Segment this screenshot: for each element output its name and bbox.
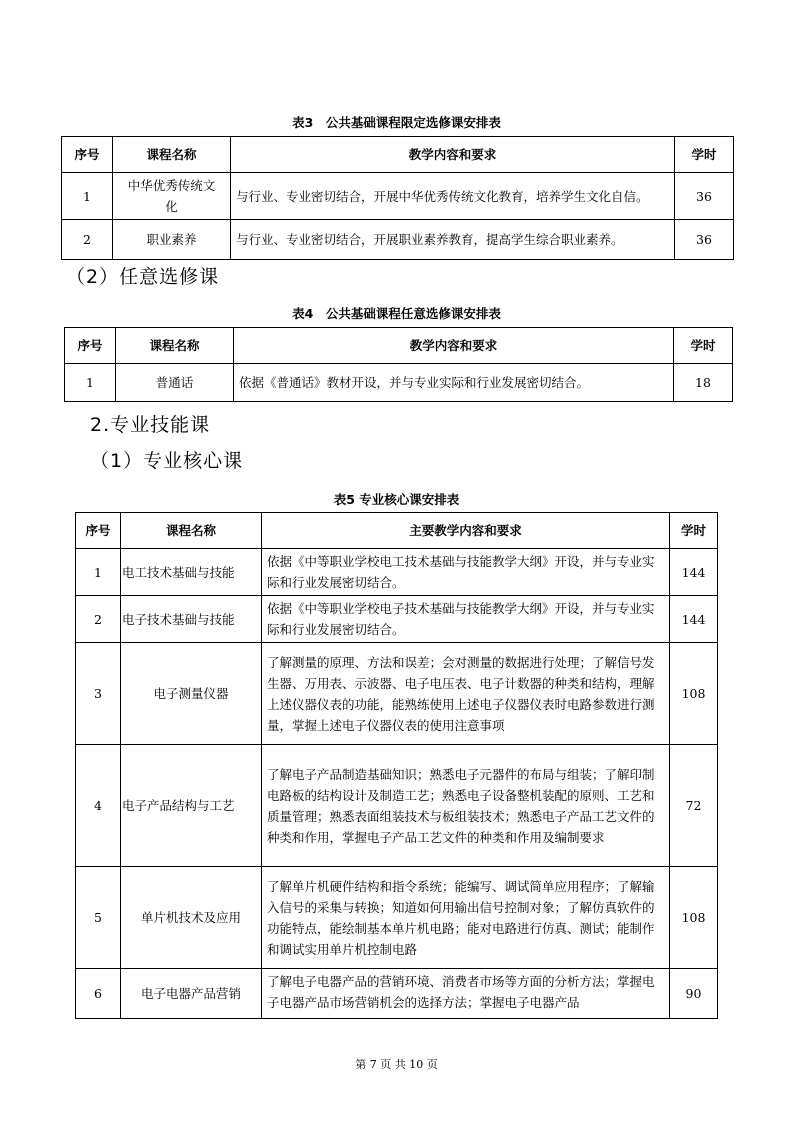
row-content: 依据《普通话》教材开设，并与专业实际和行业发展密切结合。: [234, 364, 674, 402]
row-hours: 18: [674, 364, 733, 402]
header-content: 主要教学内容和要求: [262, 513, 670, 549]
table-row: [76, 549, 718, 596]
table4-header-row: [65, 328, 733, 364]
row-content: 了解单片机硬件结构和指令系统；能编写、调试简单应用程序；了解输入信号的采集与转换；知道如何用输出信号控制对象；了解仿真软件的功能特点，能绘制基本单片机电路；能对电路进行仿真、测试；能制作和调试实用单片机控制电路: [262, 867, 670, 969]
table-row: [76, 596, 718, 643]
table-row: [76, 745, 718, 867]
section-heading-skill: 2.专业技能课: [90, 414, 211, 436]
row-content: 了解电子电器产品的营销环境、消费者市场等方面的分析方法；掌握电子电器产品市场营销机会的选择方法；掌握电子电器产品: [262, 969, 670, 1019]
header-content: 教学内容和要求: [234, 328, 674, 364]
row-no: 2: [62, 220, 113, 260]
table4: [64, 327, 733, 402]
row-name: 电子测量仪器: [121, 643, 262, 745]
header-name: 课程名称: [113, 137, 231, 173]
table5: [75, 512, 718, 1019]
section-heading-elective: （2）任意选修课: [66, 266, 220, 288]
table-row: [76, 867, 718, 969]
table3-caption: 表3 公共基础课程限定选修课安排表: [292, 115, 501, 130]
row-no: 1: [65, 364, 116, 402]
row-hours: 108: [670, 643, 718, 745]
row-hours: 90: [670, 969, 718, 1019]
row-hours: 108: [670, 867, 718, 969]
row-no: 5: [76, 867, 121, 969]
row-hours: 36: [675, 173, 734, 220]
table-row: [76, 969, 718, 1019]
row-hours: 72: [670, 745, 718, 867]
header-no: 序号: [65, 328, 116, 364]
row-name: 普通话: [116, 364, 234, 402]
row-no: 6: [76, 969, 121, 1019]
header-name: 课程名称: [116, 328, 234, 364]
row-content: 与行业、专业密切结合，开展职业素养教育，提高学生综合职业素养。: [231, 220, 675, 260]
row-hours: 36: [675, 220, 734, 260]
row-name: 单片机技术及应用: [121, 867, 262, 969]
row-no: 1: [62, 173, 113, 220]
row-name: 电子产品结构与工艺: [121, 745, 262, 867]
row-name: 电工技术基础与技能: [121, 549, 262, 596]
row-name: 中华优秀传统文化: [113, 173, 231, 220]
page-footer: 第 7 页 共 10 页: [355, 1058, 438, 1071]
row-content: 依据《中等职业学校电工技术基础与技能教学大纲》开设，并与专业实际和行业发展密切结合。: [262, 549, 670, 596]
header-no: 序号: [62, 137, 113, 173]
header-no: 序号: [76, 513, 121, 549]
row-content: 依据《中等职业学校电子技术基础与技能教学大纲》开设，并与专业实际和行业发展密切结合。: [262, 596, 670, 643]
row-no: 2: [76, 596, 121, 643]
row-content: 了解测量的原理、方法和误差；会对测量的数据进行处理；了解信号发生器、万用表、示波器、电子电压表、电子计数器的种类和结构，理解上述仪器仪表的功能，能熟练使用上述电子仪器仪表时电路参数进行测量，掌握上述电子仪器仪表的使用注意事项: [262, 643, 670, 745]
table-row: [65, 364, 733, 402]
table-row: [62, 220, 734, 260]
table3-header-row: [62, 137, 734, 173]
row-content: 了解电子产品制造基础知识；熟悉电子元器件的布局与组装；了解印制电路板的结构设计及制造工艺；熟悉电子设备整机装配的原则、工艺和质量管理；熟悉表面组装技术与板组装技术；熟悉电子产品工艺文件的种类和作用，掌握电子产品工艺文件的种类和作用及编制要求: [262, 745, 670, 867]
table3: [61, 136, 734, 260]
header-name: 课程名称: [121, 513, 262, 549]
row-no: 1: [76, 549, 121, 596]
header-content: 教学内容和要求: [231, 137, 675, 173]
row-name: 电子电器产品营销: [121, 969, 262, 1019]
section-heading-core: （1）专业核心课: [90, 450, 244, 472]
row-hours: 144: [670, 549, 718, 596]
table-row: [62, 173, 734, 220]
row-name: 职业素养: [113, 220, 231, 260]
row-no: 3: [76, 643, 121, 745]
table-row: [76, 643, 718, 745]
row-no: 4: [76, 745, 121, 867]
row-hours: 144: [670, 596, 718, 643]
table5-header-row: [76, 513, 718, 549]
row-content: 与行业、专业密切结合，开展中华优秀传统文化教育，培养学生文化自信。: [231, 173, 675, 220]
table5-caption: 表5 专业核心课安排表: [333, 492, 460, 507]
table4-caption: 表4 公共基础课程任意选修课安排表: [292, 306, 501, 321]
row-name: 电子技术基础与技能: [121, 596, 262, 643]
header-hours: 学时: [674, 328, 733, 364]
header-hours: 学时: [670, 513, 718, 549]
header-hours: 学时: [675, 137, 734, 173]
